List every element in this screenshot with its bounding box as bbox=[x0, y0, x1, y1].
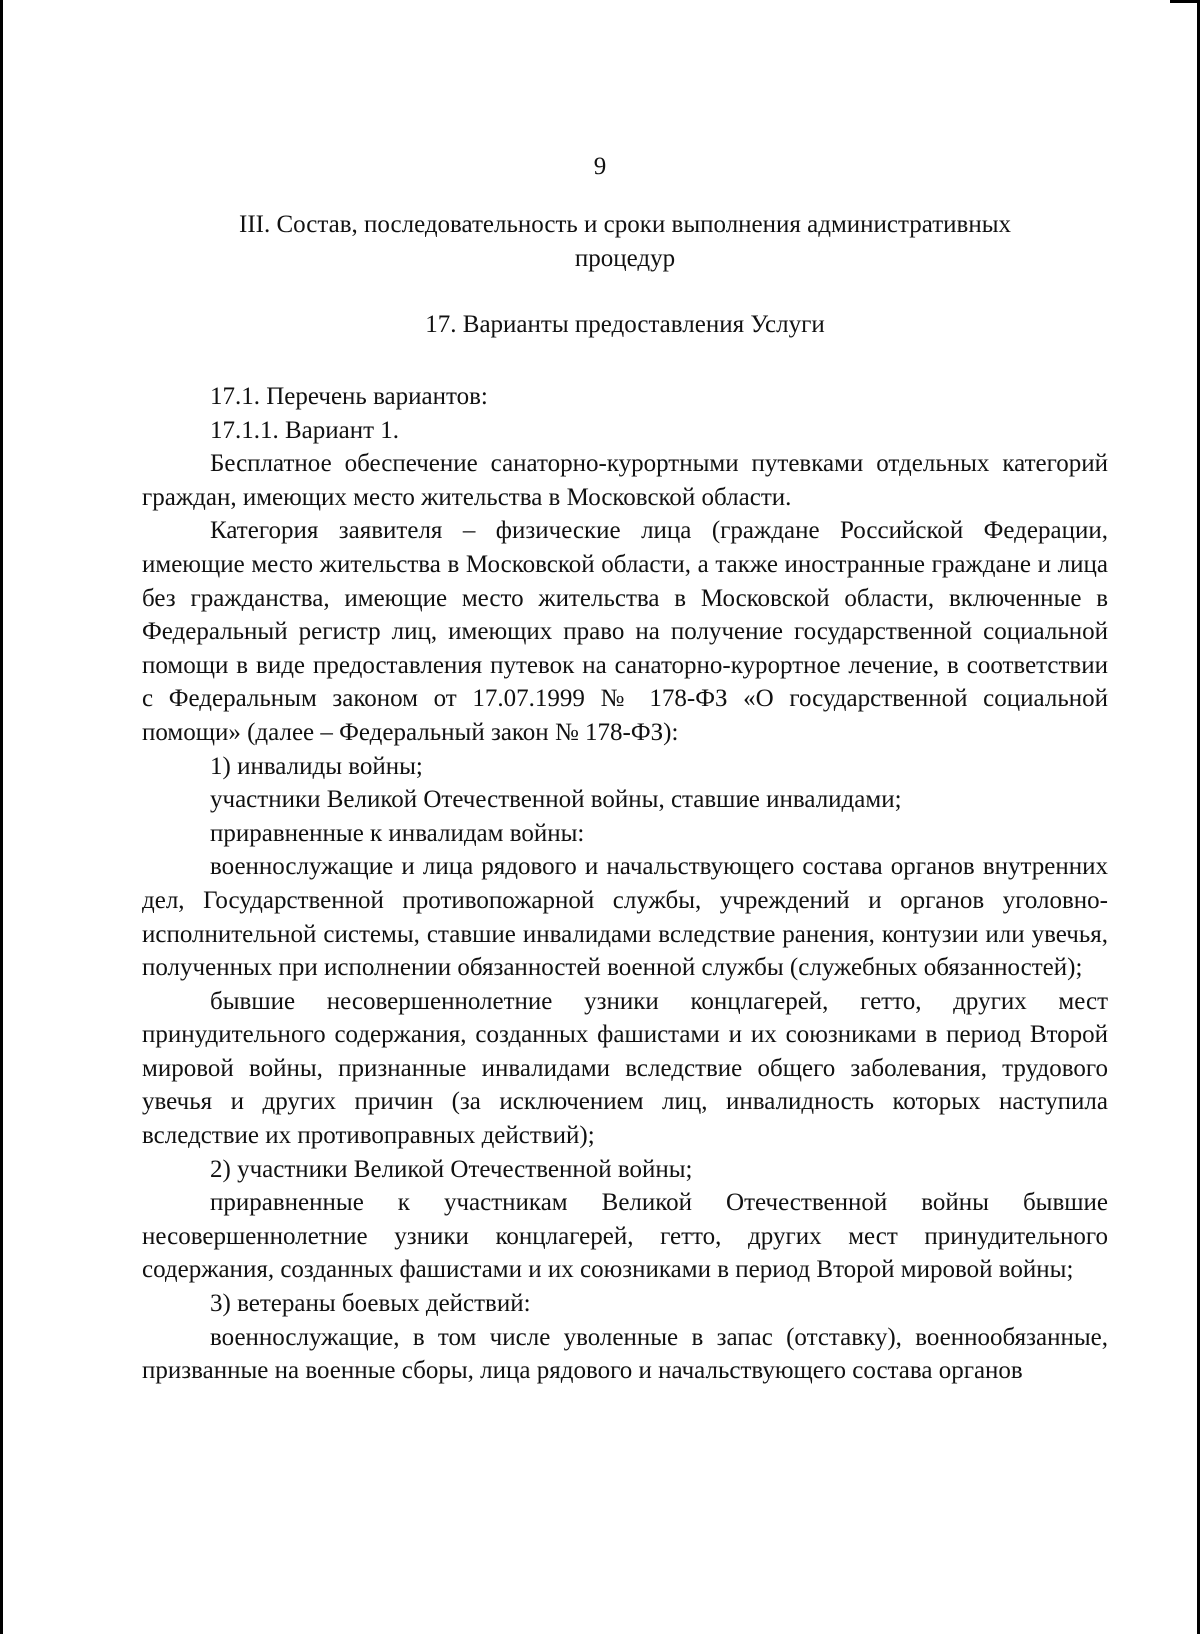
paragraph: военнослужащие и лица рядового и начальствующего состава органов внутренних дел, Государственной противопожарной службы, учреждений и органов уголовно-исполнительной системы, ставшие инвалидами вследствие ранения, контузии или увечья, полученных при исполнении обязанностей военной службы (служебных обязанностей); bbox=[142, 853, 1108, 982]
paragraph: 17.1.1. Вариант 1. bbox=[210, 416, 400, 444]
scan-border-left bbox=[0, 0, 3, 1634]
paragraph: Категория заявителя – физические лица (граждане Российской Федерации, имеющие место жительства в Московской области, а также иностранные граждане и лица без гражданства, имеющие место жительства в Московской области, включенные в Федеральный регистр лиц, имеющих право на получение государственной социальной помощи в виде предоставления путевок на санаторно-курортное лечение, в соответствии с Федеральным законом от 17.07.1999 № 178-ФЗ «О государственной социальной помощи» (далее – Федеральный закон № 178-ФЗ): bbox=[142, 517, 1108, 746]
paragraph: 1) инвалиды войны; bbox=[210, 752, 423, 780]
subsection-title: 17. Варианты предоставления Услуги bbox=[425, 311, 825, 338]
paragraph: 17.1. Перечень вариантов: bbox=[210, 383, 488, 410]
page-number: 9 bbox=[593, 153, 607, 180]
section-title: III. Состав, последовательность и сроки выполнения административных процедур bbox=[239, 211, 1011, 272]
paragraph: 2) участники Великой Отечественной войны; bbox=[210, 1155, 693, 1183]
body-text bbox=[142, 380, 1108, 1388]
paragraph: военнослужащие, в том числе уволенные в запас (отставку), военнообязанные, призванные на военные сборы, лица рядового и начальствующего состава органов bbox=[142, 1323, 1108, 1385]
paragraph: бывшие несовершеннолетние узники концлагерей, гетто, других мест принудительного содержания, созданных фашистами и их союзниками в период Второй мировой войны, признанные инвалидами вследствие общего заболевания, трудового увечья и других причин (за исключением лиц, инвалидность которых наступила вследствие их противоправных действий); bbox=[142, 987, 1108, 1150]
paragraph: участники Великой Отечественной войны, ставшие инвалидами; bbox=[210, 786, 902, 814]
scan-border-top bbox=[1170, 0, 1200, 3]
paragraph: приравненные к инвалидам войны: bbox=[210, 819, 585, 847]
paragraph: Бесплатное обеспечение санаторно-курортными путевками отдельных категорий граждан, имеющих место жительства в Московской области. bbox=[142, 450, 1108, 511]
paragraph: 3) ветераны боевых действий: bbox=[210, 1290, 531, 1318]
paragraph: приравненные к участникам Великой Отечественной войны бывшие несовершеннолетние узники концлагерей, гетто, других мест принудительного содержания, созданных фашистами и их союзниками в период Второй мировой войны; bbox=[142, 1189, 1108, 1284]
